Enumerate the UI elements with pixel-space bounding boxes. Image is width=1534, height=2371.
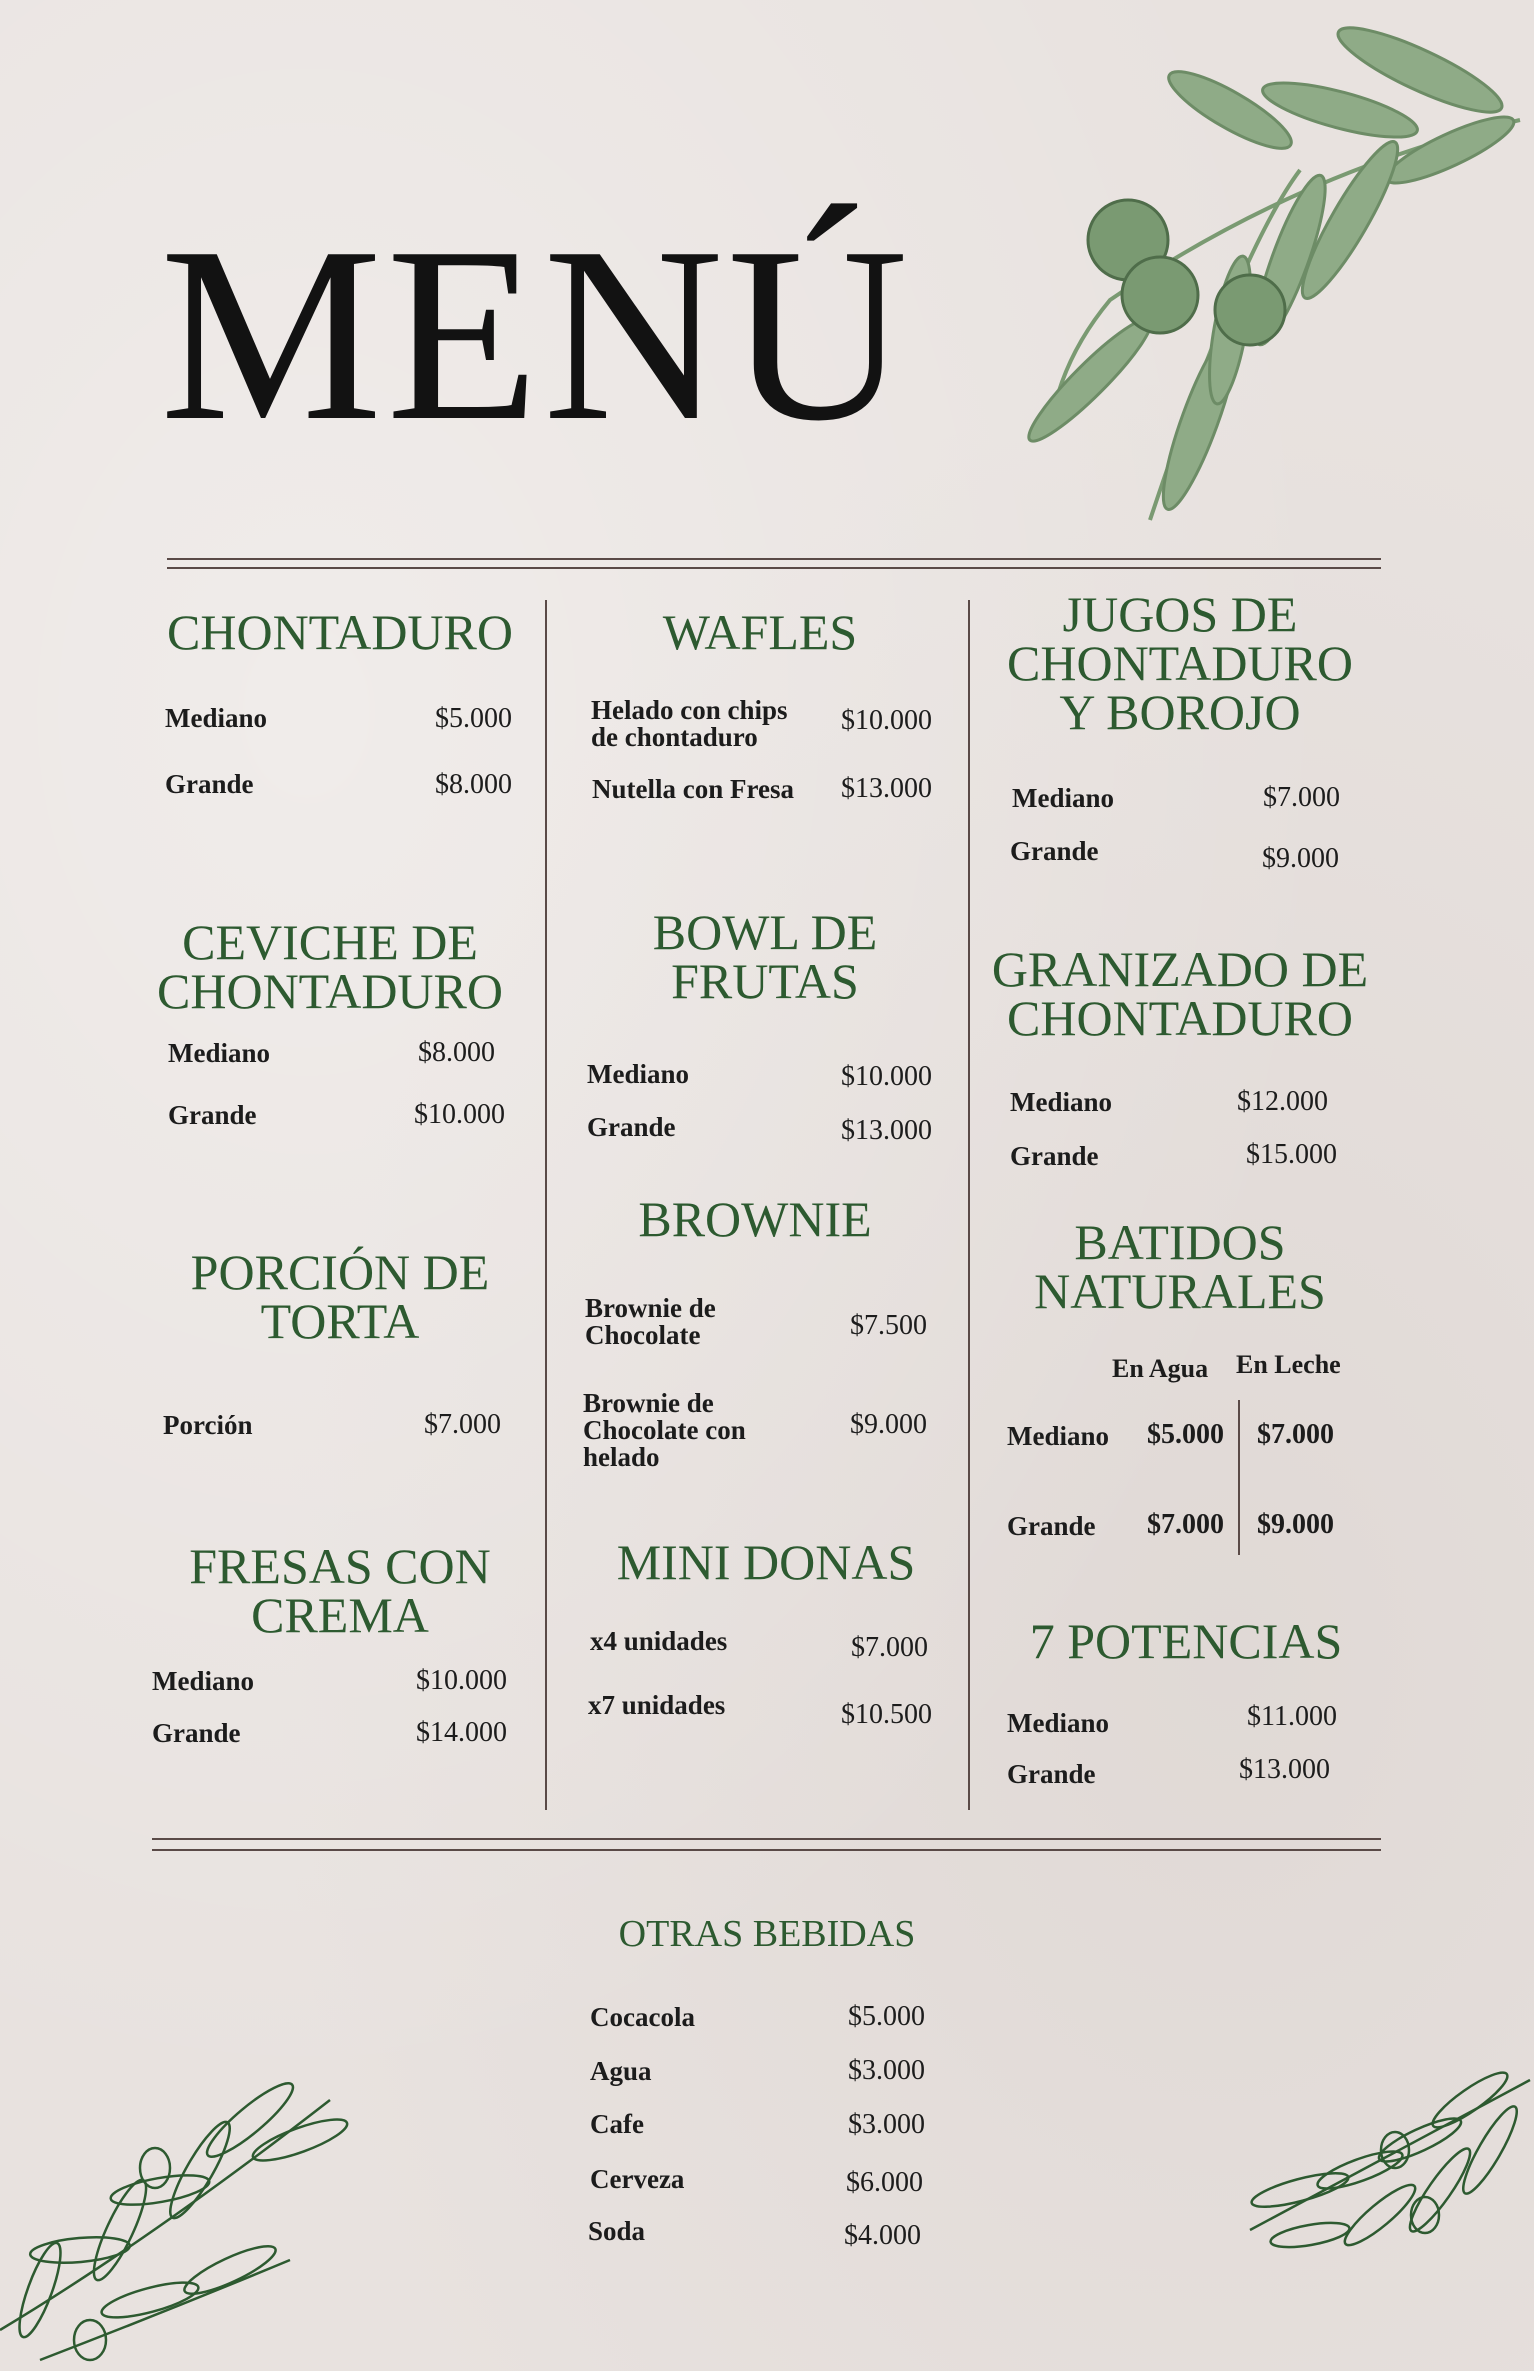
menu-item-label: Grande (1007, 1511, 1096, 1541)
section-title-ceviche (140, 914, 520, 1019)
menu-item-price: $8.000 (418, 1037, 495, 1068)
menu-item-label: Soda (588, 2216, 646, 2246)
section-title-line: FRUTAS (671, 953, 859, 1009)
menu-item-price: $10.000 (414, 1099, 505, 1130)
column-header-agua: En Agua (1112, 1354, 1209, 1383)
menu-item-label: x4 unidades (590, 1626, 728, 1656)
menu-item-price: $13.000 (1239, 1754, 1330, 1785)
label-line: helado (583, 1442, 660, 1472)
section-title-batidos (990, 1214, 1370, 1319)
menu-item-price: $3.000 (848, 2055, 925, 2086)
menu-item-price: $10.000 (416, 1665, 507, 1696)
section-title-line: CHONTADURO (157, 963, 503, 1019)
top-divider-1 (167, 558, 1381, 560)
section-title-line: JUGOS DE (1062, 586, 1298, 642)
menu-item-price-leche: $7.000 (1257, 1419, 1334, 1450)
label-line: de chontaduro (591, 722, 758, 752)
menu-item-label: Mediano (165, 703, 268, 733)
menu-item-price: $9.000 (1262, 843, 1339, 874)
column-header-leche: En Leche (1236, 1350, 1341, 1379)
menu-item-price: $10.000 (841, 705, 932, 736)
section-title-fresas (150, 1538, 530, 1643)
section-title-line: CEVICHE DE (182, 914, 478, 970)
menu-item-label (585, 1295, 716, 1349)
section-title-potencias: 7 POTENCIAS (1029, 1613, 1343, 1669)
menu-item-price: $5.000 (848, 2001, 925, 2032)
menu-item-price: $5.000 (435, 703, 512, 734)
label-line: Chocolate (585, 1320, 701, 1350)
menu-item-label: Nutella con Fresa (592, 774, 794, 804)
menu-item-price: $13.000 (841, 1115, 932, 1146)
section-title-line: NATURALES (1034, 1263, 1326, 1319)
menu-item-price: $14.000 (416, 1717, 507, 1748)
section-title-line: GRANIZADO DE (991, 941, 1369, 997)
menu-item-price: $7.500 (850, 1310, 927, 1341)
label-line: Helado con chips (591, 695, 788, 725)
page-title: MENÚ (160, 196, 913, 473)
section-title-line: BATIDOS (1074, 1214, 1286, 1270)
section-title-line: BOWL DE (652, 904, 878, 960)
menu-item-label: Porción (163, 1410, 253, 1440)
menu-item-label: Grande (168, 1100, 257, 1130)
label-line: Brownie de (585, 1293, 716, 1323)
section-title-donas: MINI DONAS (616, 1534, 916, 1590)
menu-item-label (591, 697, 788, 751)
batidos-column-divider (1238, 1400, 1240, 1555)
menu-item-price: $7.000 (424, 1409, 501, 1440)
menu-item-price: $7.000 (1263, 782, 1340, 813)
menu-item-price-agua: $5.000 (1147, 1419, 1224, 1450)
menu-item-price: $7.000 (851, 1632, 928, 1663)
menu-item-label: x7 unidades (588, 1690, 726, 1720)
menu-item-price: $3.000 (848, 2109, 925, 2140)
menu-item-label: Agua (590, 2056, 652, 2086)
menu-item-price: $15.000 (1246, 1139, 1337, 1170)
menu-item-price: $10.000 (841, 1061, 932, 1092)
menu-item-label: Grande (165, 769, 254, 799)
bottom-divider-1 (152, 1838, 1381, 1840)
section-title-torta (150, 1244, 530, 1349)
menu-item-label: Mediano (1007, 1421, 1110, 1451)
menu-item-label: Grande (1010, 1141, 1099, 1171)
menu-item-label: Mediano (1007, 1708, 1110, 1738)
menu-item-label: Grande (587, 1112, 676, 1142)
section-title-chontaduro: CHONTADURO (167, 604, 513, 660)
section-title-bowl (575, 904, 955, 1009)
section-title-line: CHONTADURO (1007, 635, 1353, 691)
section-title-brownie: BROWNIE (638, 1191, 872, 1247)
section-title-line: FRESAS CON (189, 1538, 491, 1594)
column-divider-right (968, 600, 970, 1810)
menu-item-price: $12.000 (1237, 1086, 1328, 1117)
section-title-granizado (985, 941, 1375, 1046)
menu-item-label: Grande (1010, 836, 1099, 866)
menu-item-price: $9.000 (850, 1409, 927, 1440)
menu-item-label: Cerveza (590, 2164, 685, 2194)
column-divider-left (545, 600, 547, 1810)
top-divider-2 (167, 567, 1381, 569)
menu-item-label: Grande (152, 1718, 241, 1748)
menu-item-price: $4.000 (844, 2220, 921, 2251)
menu-item-price: $8.000 (435, 769, 512, 800)
menu-item-price-leche: $9.000 (1257, 1509, 1334, 1540)
section-title-line: Y BOROJO (1059, 684, 1301, 740)
menu-item-label (583, 1390, 746, 1471)
menu-item-label: Cocacola (590, 2002, 695, 2032)
section-title-jugos (990, 586, 1370, 740)
menu-item-price: $11.000 (1247, 1701, 1337, 1732)
menu-item-label: Mediano (168, 1038, 271, 1068)
label-line: Chocolate con (583, 1415, 746, 1445)
section-title-line: PORCIÓN DE (190, 1244, 490, 1300)
menu-item-label: Grande (1007, 1759, 1096, 1789)
menu-item-label: Cafe (590, 2109, 644, 2139)
menu-item-label: Mediano (587, 1059, 690, 1089)
label-line: Brownie de (583, 1388, 714, 1418)
menu-item-price: $10.500 (841, 1699, 932, 1730)
section-title-wafles: WAFLES (662, 604, 858, 660)
section-title-line: CHONTADURO (1007, 990, 1353, 1046)
bottom-divider-2 (152, 1849, 1381, 1851)
section-title-line: TORTA (260, 1293, 420, 1349)
menu-item-price: $6.000 (846, 2167, 923, 2198)
menu-item-price: $13.000 (841, 773, 932, 804)
menu-item-label: Mediano (1010, 1087, 1113, 1117)
menu-item-label: Mediano (1012, 783, 1115, 813)
menu-item-label: Mediano (152, 1666, 255, 1696)
section-title-otras-bebidas: OTRAS BEBIDAS (618, 1913, 916, 1955)
menu-item-price-agua: $7.000 (1147, 1509, 1224, 1540)
section-title-line: CREMA (251, 1587, 429, 1643)
